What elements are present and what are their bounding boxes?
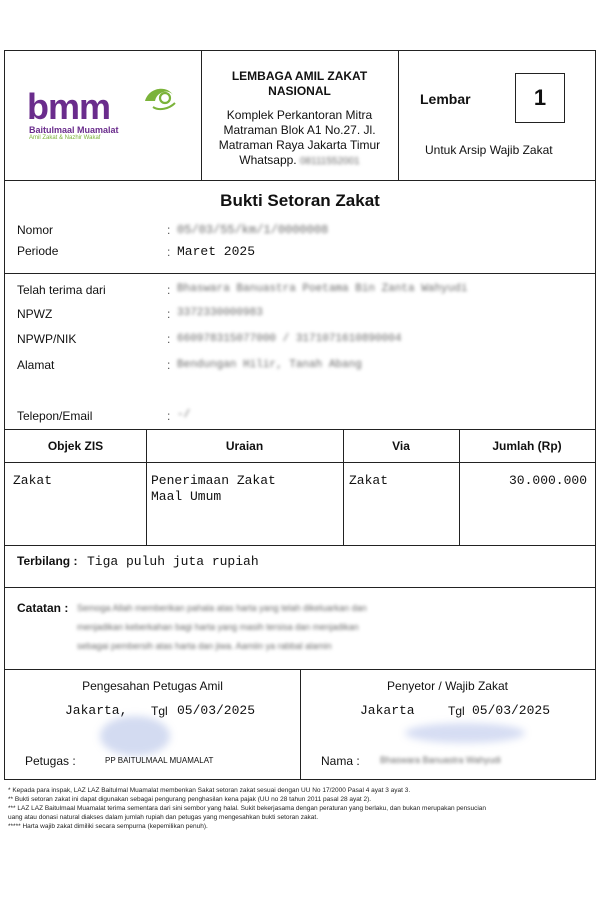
footnote-5: ***** Harta wajib zakat dimiliki secara sempurna (kepemilikan penuh). <box>8 823 208 830</box>
footnote-1: * Kepada para inspak, LAZ LAZ Baitulmal Muamalat membenkan Sakat setoran zakat sesuai dengan UU No 17/2000 Pasal 4 ayat 3 ayat 3. <box>8 787 411 794</box>
donor-sign-tgl-label: Tgl <box>448 704 465 718</box>
whatsapp-number: 08111552001 <box>300 156 360 167</box>
nama-value: Bhaswara Banuastra Wahyudi <box>380 755 501 765</box>
periode-colon: : <box>167 245 171 259</box>
sheet-label: Lembar <box>420 91 471 107</box>
received-from-colon: : <box>167 283 171 297</box>
logo-line-1: Baitulmaal Muamalat <box>29 125 119 135</box>
org-title-line-2: NASIONAL <box>268 84 331 98</box>
catatan-line-2: menjadikan keberkahan bagi harta yang masih tersisa dan menjadikan <box>77 622 359 632</box>
whatsapp-label: Whatsapp. <box>239 153 297 167</box>
row-via: Zakat <box>349 473 389 488</box>
logo-swoosh-icon <box>139 83 179 113</box>
donor-sign-heading: Penyetor / Wajib Zakat <box>387 679 508 693</box>
nomor-colon: : <box>167 223 171 237</box>
org-address-line-1: Komplek Perkantoran Mitra <box>226 108 373 122</box>
logo-line-2: Amil Zakat & Nazhir Wakaf <box>29 135 101 141</box>
received-from-value: Bhaswara Banuastra Poetama Bin Zanta Wahyudi <box>177 283 468 295</box>
npwp-colon: : <box>167 332 171 346</box>
catatan-label: Catatan : <box>17 601 69 615</box>
alamat-value: Bendungan Hilir, Tanah Abang <box>177 359 362 371</box>
table-header-jumlah: Jumlah (Rp) <box>492 439 562 453</box>
footnote-2: ** Bukti setoran zakat ini dapat digunakan sebagai pengurang penghasilan kena pajak (UU no 28 tahun 2011 pasal 28 ayat 2). <box>8 796 372 803</box>
received-from-label: Telah terima dari <box>17 283 106 297</box>
amil-date: 05/03/2025 <box>177 703 256 718</box>
amil-stamp <box>100 716 170 756</box>
logo-text: bmm <box>27 86 111 127</box>
sheet-number-box <box>515 73 565 123</box>
row-objek: Zakat <box>13 473 53 488</box>
terbilang-label: Terbilang : <box>17 554 78 568</box>
alamat-colon: : <box>167 358 171 372</box>
footnote-3: *** LAZ LAZ Baitulmaal Muamalat terima sementara dari sini sembor yang halal. Sukit bekerjasama dengan peraturan yang berlaku, dan bukan merupakan pensucian <box>8 805 487 812</box>
npwz-colon: : <box>167 307 171 321</box>
nomor-value: 05/03/55/km/1/0000008 <box>177 223 329 237</box>
telepon-value: -/ <box>177 409 191 421</box>
nama-label: Nama : <box>321 754 360 768</box>
org-address-line-2: Matraman Blok A1 No.27. Jl. <box>223 123 376 137</box>
sheet-purpose: Untuk Arsip Wajib Zakat <box>425 143 553 157</box>
row-jumlah: 30.000.000 <box>508 473 587 488</box>
petugas-value: PP BAITULMAAL MUAMALAT <box>105 756 214 765</box>
org-logo <box>27 83 187 143</box>
telepon-label: Telepon/Email <box>17 409 93 423</box>
donor-signature <box>405 723 525 743</box>
terbilang-value: Tiga puluh juta rupiah <box>87 554 259 569</box>
donor-sign-date: 05/03/2025 <box>472 703 551 718</box>
catatan-line-1: Semoga Allah memberikan pahala atas harta yang telah dikeluarkan dan <box>77 603 367 613</box>
amil-tgl-label: Tgl <box>151 704 168 718</box>
telepon-colon: : <box>167 409 171 423</box>
npwz-label: NPWZ <box>17 307 53 321</box>
periode-value: Maret 2025 <box>177 244 256 259</box>
periode-label: Periode <box>17 244 59 258</box>
table-header-via: Via <box>392 439 410 453</box>
receipt-title: Bukti Setoran Zakat <box>220 191 380 210</box>
catatan-line-3: sebagai pembersih atas harta dan jiwa. Aamiin ya rabbal alamin <box>77 641 332 651</box>
petugas-label: Petugas : <box>25 754 76 768</box>
nomor-label: Nomor <box>17 223 54 237</box>
org-address-line-3: Matraman Raya Jakarta Timur <box>218 138 381 152</box>
donor-sign-city: Jakarta <box>360 703 415 718</box>
amil-heading: Pengesahan Petugas Amil <box>82 679 223 693</box>
row-uraian-line-1: Penerimaan Zakat <box>151 473 276 488</box>
table-header-objek: Objek ZIS <box>47 439 104 453</box>
footnote-4: uang atau donasi natural diakses dalam jumlah rupiah dan petugas yang mengesahkan bukti setoran zakat. <box>8 814 319 821</box>
npwz-value: 3372330000983 <box>177 307 263 319</box>
row-uraian-line-2: Maal Umum <box>151 489 222 504</box>
sheet-number: 1 <box>533 85 547 110</box>
npwp-label: NPWP/NIK <box>17 332 77 346</box>
receipt-frame <box>4 50 596 780</box>
alamat-label: Alamat <box>17 358 55 372</box>
npwp-value: 660978315077000 / 3171071610890004 <box>177 333 402 345</box>
amil-city: Jakarta, <box>65 703 128 718</box>
org-title-line-1: LEMBAGA AMIL ZAKAT <box>231 69 368 83</box>
table-header-uraian: Uraian <box>225 439 264 453</box>
org-whatsapp <box>201 153 398 167</box>
